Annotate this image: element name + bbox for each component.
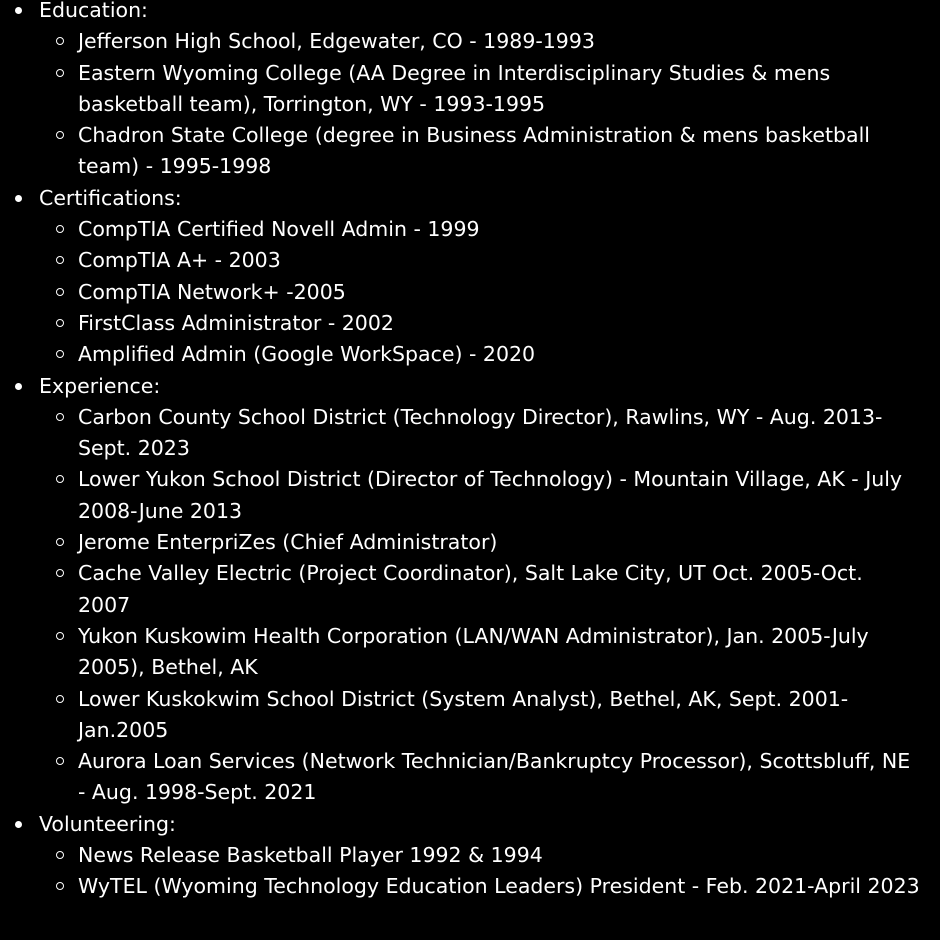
section-heading-label: Volunteering: — [39, 811, 176, 836]
list-item-text: Jefferson High School, Edgewater, CO - 1989-1993 — [78, 29, 595, 54]
list-item-text: FirstClass Administrator - 2002 — [78, 310, 394, 335]
list-item — [39, 621, 940, 684]
list-item-text: CompTIA Certified Novell Admin - 1999 — [78, 217, 480, 242]
list-item — [39, 464, 940, 527]
list-item-text: Amplified Admin (Google WorkSpace) - 2020 — [78, 342, 536, 367]
hollow-bullet-icon — [56, 288, 64, 296]
education-items — [39, 26, 940, 182]
section-heading-label: Certifications: — [39, 185, 182, 210]
hollow-bullet-icon — [56, 632, 64, 640]
list-item-text: Jerome EnterpriZes (Chief Administrator) — [78, 530, 498, 555]
list-item — [39, 684, 940, 747]
list-item — [39, 339, 940, 370]
section-heading-experience — [39, 371, 940, 402]
filled-bullet-icon — [15, 383, 22, 390]
filled-bullet-icon — [15, 195, 22, 202]
hollow-bullet-icon — [56, 757, 64, 765]
list-item — [39, 840, 940, 871]
list-item — [39, 308, 940, 339]
list-item-text: WyTEL (Wyoming Technology Education Leaders) President - Feb. 2021-April 2023 — [78, 874, 920, 899]
section-heading-label: Education: — [39, 0, 148, 22]
certification-items — [39, 214, 940, 370]
hollow-bullet-icon — [56, 69, 64, 77]
hollow-bullet-icon — [56, 695, 64, 703]
hollow-bullet-icon — [56, 37, 64, 45]
hollow-bullet-icon — [56, 319, 64, 327]
list-item-text: Eastern Wyoming College (AA Degree in Interdisciplinary Studies & mens basketball team), Torrington, WY - 1993-1995 — [78, 60, 831, 116]
list-item — [39, 58, 940, 121]
list-item-text: CompTIA A+ - 2003 — [78, 248, 281, 273]
filled-bullet-icon — [15, 821, 22, 828]
list-item-text: Carbon County School District (Technology Director), Rawlins, WY - Aug. 2013-Sept. 2023 — [78, 404, 883, 461]
list-item — [39, 527, 940, 558]
section-heading-label: Experience: — [39, 373, 161, 398]
experience-items — [39, 402, 940, 809]
section-heading-education — [39, 0, 940, 26]
hollow-bullet-icon — [56, 851, 64, 859]
list-item — [39, 26, 940, 57]
list-item-text: Lower Yukon School District (Director of Technology) - Mountain Village, AK - July 2008-June 2013 — [78, 467, 903, 523]
list-item — [39, 871, 940, 902]
filled-bullet-icon — [15, 7, 22, 14]
list-item-text: News Release Basketball Player 1992 & 1994 — [78, 843, 543, 868]
list-item-text: Chadron State College (degree in Business Administration & mens basketball team) - 1995-1998 — [78, 123, 870, 179]
hollow-bullet-icon — [56, 475, 64, 483]
list-item-text: Cache Valley Electric (Project Coordinator), Salt Lake City, UT Oct. 2005-Oct. 2007 — [78, 561, 863, 617]
hollow-bullet-icon — [56, 256, 64, 264]
list-item — [39, 245, 940, 276]
list-item — [39, 746, 940, 809]
list-item-text: Yukon Kuskowim Health Corporation (LAN/WAN Administrator), Jan. 2005-July 2005), Bethel, AK — [78, 623, 869, 680]
hollow-bullet-icon — [56, 131, 64, 139]
hollow-bullet-icon — [56, 225, 64, 233]
list-item — [39, 214, 940, 245]
volunteering-items — [39, 840, 940, 903]
list-item-text: CompTIA Network+ -2005 — [78, 279, 346, 304]
hollow-bullet-icon — [56, 538, 64, 546]
section-education — [0, 0, 940, 183]
section-experience — [0, 371, 940, 809]
list-item — [39, 402, 940, 465]
section-volunteering — [0, 809, 940, 903]
section-heading-certifications — [39, 183, 940, 214]
section-certifications — [0, 183, 940, 371]
section-heading-volunteering — [39, 809, 940, 840]
list-item — [39, 120, 940, 183]
hollow-bullet-icon — [56, 350, 64, 358]
hollow-bullet-icon — [56, 569, 64, 577]
list-item — [39, 558, 940, 621]
list-item-text: Lower Kuskokwim School District (System Analyst), Bethel, AK, Sept. 2001-Jan.2005 — [78, 686, 849, 742]
list-item-text: Aurora Loan Services (Network Technician/Bankruptcy Processor), Scottsbluff, NE - Aug. 1998-Sept. 2021 — [78, 749, 911, 805]
hollow-bullet-icon — [56, 882, 64, 890]
hollow-bullet-icon — [56, 413, 64, 421]
list-item — [39, 277, 940, 308]
